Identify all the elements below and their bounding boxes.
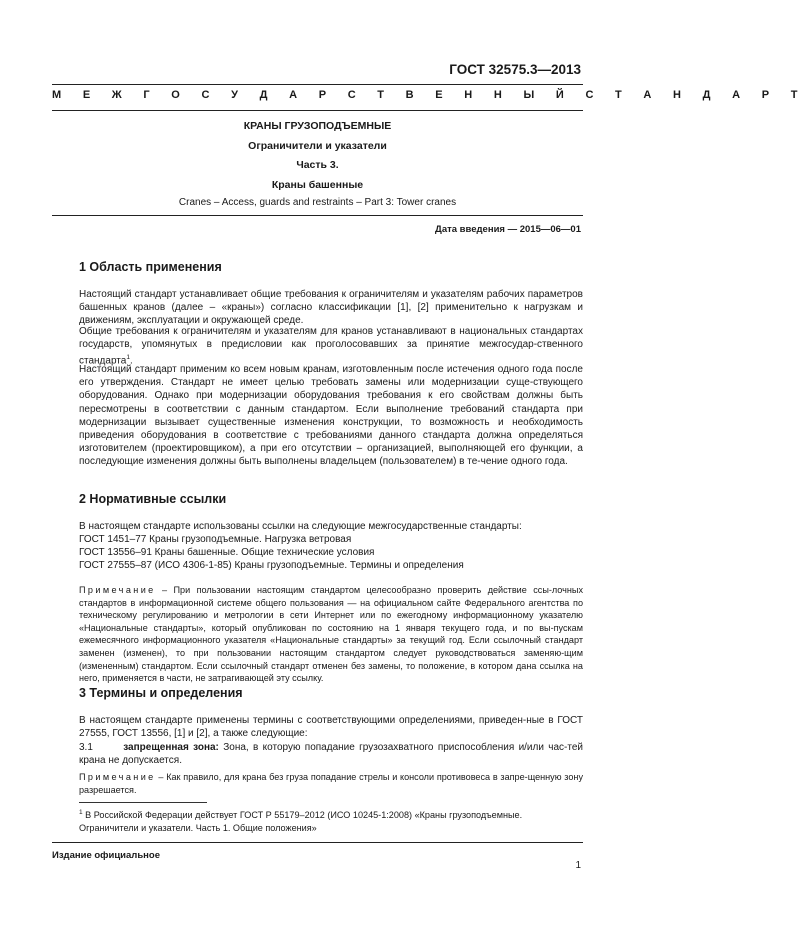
note-label: Примечание — [79, 585, 156, 595]
doc-subtitle-part: Краны башенные — [271, 179, 364, 191]
top-rule — [52, 84, 583, 85]
section-2-note: Примечание – При пользовании настоящим стандартом целесообразно проверить действие ссы-лочных стандартов в информационной системе общего пользования — на официальном сайте Федерального агентства по техническому регулированию и метрологии в сети Интернет или по ежегодному информационному указателю «Национальные стандарты», который опубликован по состоянию на 1 января текущего года, и по вы-пускам ежемесячного информационного указателя «Национальные стандарты» за текущий год. Если ссылочный стандарт заменен (изменен), то при пользовании настоящим стандартом следует руководствоваться заменяю-щим (измененным) стандартом. Если ссылочный стандарт отменен без замены, то положение, в котором дана ссылка на него, применяется в части, не затрагивающей эту ссылку. — [79, 585, 583, 684]
term-number: 3.1 — [79, 742, 93, 753]
ref-item: ГОСТ 27555–87 (ИСО 4306-1-85) Краны грузоподъемные. Термины и определения — [79, 560, 464, 571]
section-2-heading: 2 Нормативные ссылки — [79, 492, 227, 506]
official-edition-label: Издание официальное — [52, 850, 160, 861]
section-1-paragraph-2: Общие требования к ограничителям и указателям для кранов устанавливают в национальных стандартах государств, упомянутых в предисловии как проголосовавших за принятие межгосудар-ственного стандарта$^1$. — [79, 326, 583, 367]
footnote-marker: 1 — [79, 809, 83, 816]
title-rule — [52, 215, 583, 216]
footnote-ref[interactable]: 1 — [126, 354, 130, 362]
term-name: запрещенная зона: — [123, 742, 219, 753]
doc-part: Часть 3. — [296, 159, 339, 171]
page-number: 1 — [575, 860, 581, 871]
section-3-heading: 3 Термины и определения — [79, 686, 243, 700]
section-1-heading: 1 Область применения — [79, 260, 222, 274]
ref-item: ГОСТ 13556–91 Краны башенные. Общие технические условия — [79, 547, 375, 558]
section-2-intro: В настоящем стандарте использованы ссылки на следующие межгосударственные стандарты: — [79, 521, 522, 532]
footnote-rule — [79, 802, 207, 803]
section-1-paragraph-1: Настоящий стандарт устанавливает общие требования к ограничителям и указателям рабочих параметров башенных кранов (далее – «краны») согласно классификации [1], [2] применительно к нагрузкам и движениям, эксплуатации и окружающей среде. — [79, 289, 583, 327]
note-label: Примечание — [79, 772, 156, 782]
footer-rule — [52, 842, 583, 843]
section-3-intro: В настоящем стандарте применены термины с соответствующими определениями, приведен-ные в ГОСТ 27555, ГОСТ 13556, [1] и [2], а также следующие: — [79, 715, 583, 740]
ref-item: ГОСТ 1451–77 Краны грузоподъемные. Нагрузка ветровая — [79, 534, 352, 545]
doc-title: КРАНЫ ГРУЗОПОДЪЕМНЫЕ — [243, 120, 392, 132]
section-3-note: Примечание – Как правило, для крана без груза попадание стрелы и консоли противовеса в запре-щенную зону разрешается. — [79, 772, 583, 795]
doc-subtitle: Ограничители и указатели — [248, 140, 387, 152]
gost-code: ГОСТ 32575.3—2013 — [449, 62, 581, 77]
section-1-paragraph-3: Настоящий стандарт применим ко всем новым кранам, изготовленным после истечения одного года после его утверждения. Стандарт не имеет целью требовать замены или модернизации суще-ствующего оборудования. Однако при модернизации оборудования требования к его свойствам должны быть пересмотрены в соответствии с данным стандартом. Если выполнение требований стандарта при модернизации вызывает существенные изменения конструкции, то возможность и необходимость приведения оборудования в соответствие с требованиями данного стандарта должна определяться изготовителем (проектировщиком), а при его отсутствии – организацией, выполняющей его функции, а последующие изменения должны быть выполнены владельцем (пользователем) в те-чение одного года. — [79, 364, 583, 468]
footnote: $^1$ В Российской Федерации действует ГОСТ Р 55179–2012 (ИСО 10245-1:2008) «Краны грузоподъемные. Ограничители и указатели. Часть 1. Общие положения» — [79, 809, 523, 834]
banner-rule — [52, 110, 583, 111]
standard-banner: М Е Ж Г О С У Д А Р С Т В Е Н Н Ы Й С Т А Н Д А Р Т — [52, 89, 807, 101]
doc-english-title: Cranes – Access, guards and restraints – Part 3: Tower cranes — [178, 197, 457, 208]
intro-date: Дата введения — 2015—06—01 — [435, 224, 581, 235]
term-3-1: 3.1 запрещенная зона: Зона, в которую попадание грузозахватного приспособления и/или час-тей крана не допускается. — [79, 742, 583, 767]
